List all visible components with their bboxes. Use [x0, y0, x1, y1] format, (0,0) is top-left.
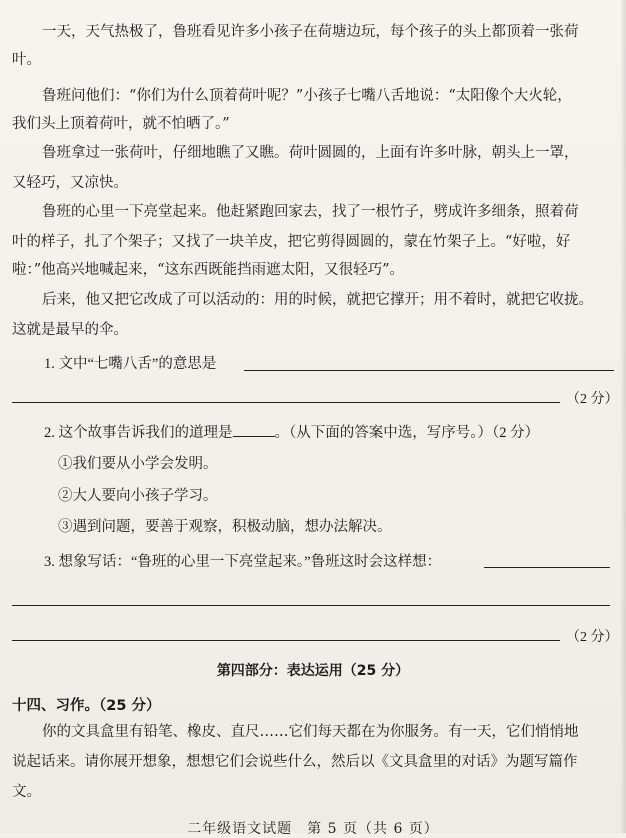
composition-prompt-cont2: 文。 — [12, 784, 41, 800]
question-2 — [44, 420, 614, 443]
question-3-answer-line-3[interactable] — [12, 640, 560, 641]
option-2: ②大人要向小孩子学习。 — [58, 488, 218, 504]
composition-prompt: 你的文具盒里有铅笔、橡皮、直尺……它们每天都在为你服务。有一天，它们悄悄地 — [42, 724, 579, 740]
question-1-label: 1. 文中“七嘴八舌”的意思是 — [44, 356, 217, 372]
story-paragraph-4: 鲁班的心里一下亮堂起来。他赶紧跑回家去，找了一根竹子，劈成许多细条，照着荷 — [42, 204, 579, 220]
page-edge-shadow — [620, 0, 626, 833]
question-2-label: 2. 这个故事告诉我们的道理是 — [44, 425, 233, 441]
question-1-answer-line[interactable] — [244, 370, 614, 371]
question-3-label: 3. 想象写话：“鲁班的心里一下亮堂起来。”鲁班这时会这样想： — [44, 554, 442, 570]
story-paragraph-3-cont: 又轻巧，又凉快。 — [12, 175, 128, 191]
part-4-title: 第四部分：表达运用（25 分） — [216, 663, 410, 679]
question-3-answer-line-2[interactable] — [12, 605, 610, 606]
story-paragraph-2-cont: 我们头上顶着荷叶，就不怕晒了。” — [12, 116, 230, 132]
story-paragraph-5-cont: 这就是最早的伞。 — [12, 322, 128, 338]
story-paragraph-4-cont2: 啦：”他高兴地喊起来，“这东西既能挡雨遮太阳，又很轻巧”。 — [12, 262, 404, 278]
story-paragraph-4-cont: 叶的样子，扎了个架子；又找了一块羊皮，把它剪得圆圆的，蒙在竹架子上。“好啦，好 — [12, 234, 571, 250]
question-3-score: （2 分） — [566, 630, 619, 645]
option-1: ①我们要从小学会发明。 — [58, 456, 218, 472]
question-1-answer-line-2[interactable] — [12, 402, 560, 403]
question-2-instruction: 。（从下面的答案中选，写序号。）（2 分） — [274, 425, 540, 441]
option-3: ③遇到问题，要善于观察，积极动脑，想办法解决。 — [58, 519, 392, 535]
composition-prompt-cont: 说起话来。请你展开想象，想想它们会说些什么，然后以《文具盒里的对话》为题写篇作 — [12, 754, 578, 770]
story-paragraph-3: 鲁班拿过一张荷叶，仔细地瞧了又瞧。荷叶圆圆的，上面有许多叶脉，朝头上一罩， — [42, 145, 579, 161]
question-3-answer-line-1[interactable] — [484, 567, 610, 568]
question-2-blank[interactable] — [233, 420, 275, 437]
page-footer: 二年级语文试题 第 5 页（共 6 页） — [187, 821, 439, 837]
question-1-score: （2 分） — [566, 392, 619, 407]
story-paragraph-1-cont: 叶。 — [12, 52, 41, 68]
story-paragraph-5: 后来，他又把它改成了可以活动的：用的时候，就把它撑开；用不着时，就把它收拢。 — [42, 292, 593, 308]
story-paragraph-2: 鲁班问他们：“你们为什么顶着荷叶呢？”小孩子七嘴八舌地说：“太阳像个大火轮， — [42, 88, 572, 104]
story-paragraph-1: 一天，天气热极了，鲁班看见许多小孩子在荷塘边玩，每个孩子的头上都顶着一张荷 — [42, 24, 579, 40]
composition-heading: 十四、习作。（25 分） — [12, 698, 161, 714]
